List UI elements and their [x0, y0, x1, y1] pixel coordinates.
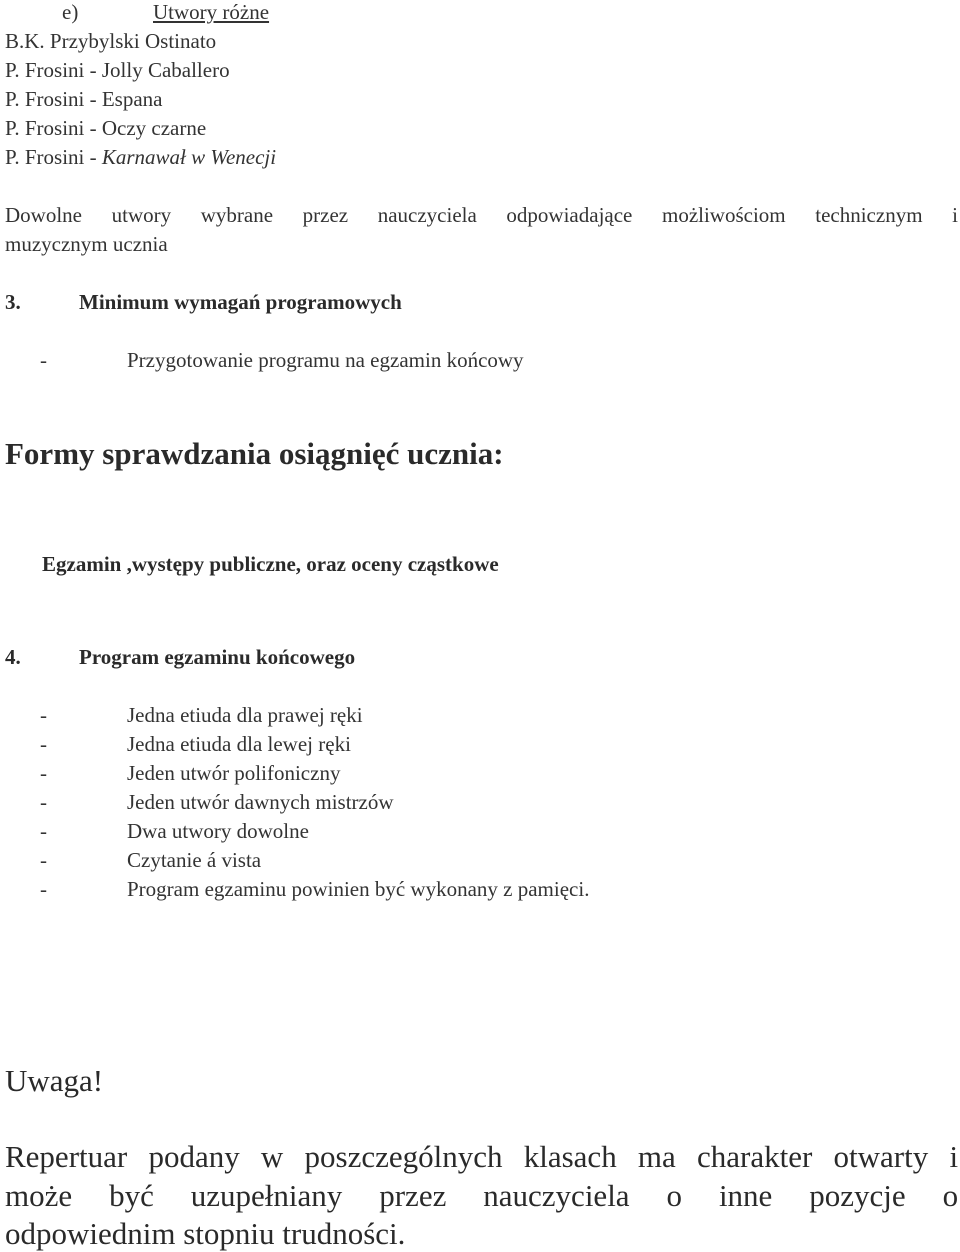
word: otwarty — [833, 1139, 929, 1174]
word: odpowiadające — [506, 203, 633, 227]
list-dash: - — [40, 790, 47, 814]
section-4-item-2: Jedna etiuda dla lewej ręki — [127, 732, 351, 756]
word: charakter — [697, 1139, 813, 1174]
assessment-heading: Formy sprawdzania osiągnięć ucznia: — [5, 436, 504, 471]
list-dash: - — [40, 348, 47, 372]
word: i — [952, 203, 958, 227]
piece-3: P. Frosini - Espana — [5, 87, 163, 111]
list-dash: - — [40, 877, 47, 901]
piece-1: B.K. Przybylski Ostinato — [5, 29, 217, 53]
section-3-item-1: Przygotowanie programu na egzamin końcowy — [127, 348, 524, 372]
word: nauczyciela — [483, 1178, 630, 1213]
list-dash: - — [40, 732, 47, 756]
piece-5 — [5, 147, 276, 168]
word: i — [949, 1139, 959, 1174]
word: nauczyciela — [377, 203, 477, 227]
word: przez — [302, 203, 349, 227]
section-4-item-1: Jedna etiuda dla prawej ręki — [127, 703, 363, 727]
list-dash: - — [40, 848, 47, 872]
piece-2: P. Frosini - Jolly Caballero — [5, 58, 230, 82]
word: utwory — [111, 203, 172, 227]
word: przez — [379, 1178, 447, 1213]
section-4-item-5: Dwa utwory dowolne — [127, 819, 309, 843]
free-choice-line-1 — [5, 205, 958, 226]
word: ma — [637, 1139, 676, 1174]
word: inne — [718, 1178, 773, 1213]
word: być — [109, 1178, 154, 1213]
section-4-item-6: Czytanie á vista — [127, 848, 262, 872]
section-4-item-7: Program egzaminu powinien być wykonany z pamięci. — [127, 877, 590, 901]
note-line-3: odpowiednim stopniu trudności. — [5, 1216, 406, 1251]
section-4-item-3: Jeden utwór polifoniczny — [127, 761, 341, 785]
note-line-2 — [5, 1180, 958, 1211]
piece-5-title: Karnawał w Wenecji — [101, 145, 277, 169]
section-3-title: Minimum wymagań programowych — [79, 290, 402, 314]
list-dash: - — [40, 761, 47, 785]
word: wybrane — [200, 203, 274, 227]
section-4-number: 4. — [5, 645, 21, 669]
list-dash: - — [40, 819, 47, 843]
section-3-number: 3. — [5, 290, 21, 314]
piece-5-prefix: P. Frosini - — [5, 145, 102, 169]
word: o — [942, 1178, 959, 1213]
word: klasach — [523, 1139, 617, 1174]
word: Dowolne — [5, 203, 82, 227]
section-4-item-4: Jeden utwór dawnych mistrzów — [127, 790, 394, 814]
note-heading: Uwaga! — [5, 1063, 104, 1098]
word: pozycje — [809, 1178, 906, 1213]
section-e-heading — [62, 2, 78, 23]
free-choice-line-2: muzycznym ucznia — [5, 232, 168, 256]
section-4-title: Program egzaminu końcowego — [79, 645, 356, 669]
word: technicznym — [815, 203, 923, 227]
word: uzupełniany — [190, 1178, 343, 1213]
list-dash: - — [40, 703, 47, 727]
piece-4: P. Frosini - Oczy czarne — [5, 116, 207, 140]
word: Repertuar — [5, 1139, 128, 1174]
word: może — [5, 1178, 73, 1213]
section-e-title: Utwory różne — [153, 0, 270, 24]
word: poszczególnych — [304, 1139, 503, 1174]
note-line-1 — [5, 1141, 958, 1172]
assessment-text: Egzamin ,występy publiczne, oraz oceny cząstkowe — [42, 552, 499, 576]
word: możliwościom — [661, 203, 786, 227]
section-e-marker: e) — [62, 0, 79, 24]
word: w — [260, 1139, 284, 1174]
word: o — [666, 1178, 682, 1213]
word: podany — [148, 1139, 240, 1174]
